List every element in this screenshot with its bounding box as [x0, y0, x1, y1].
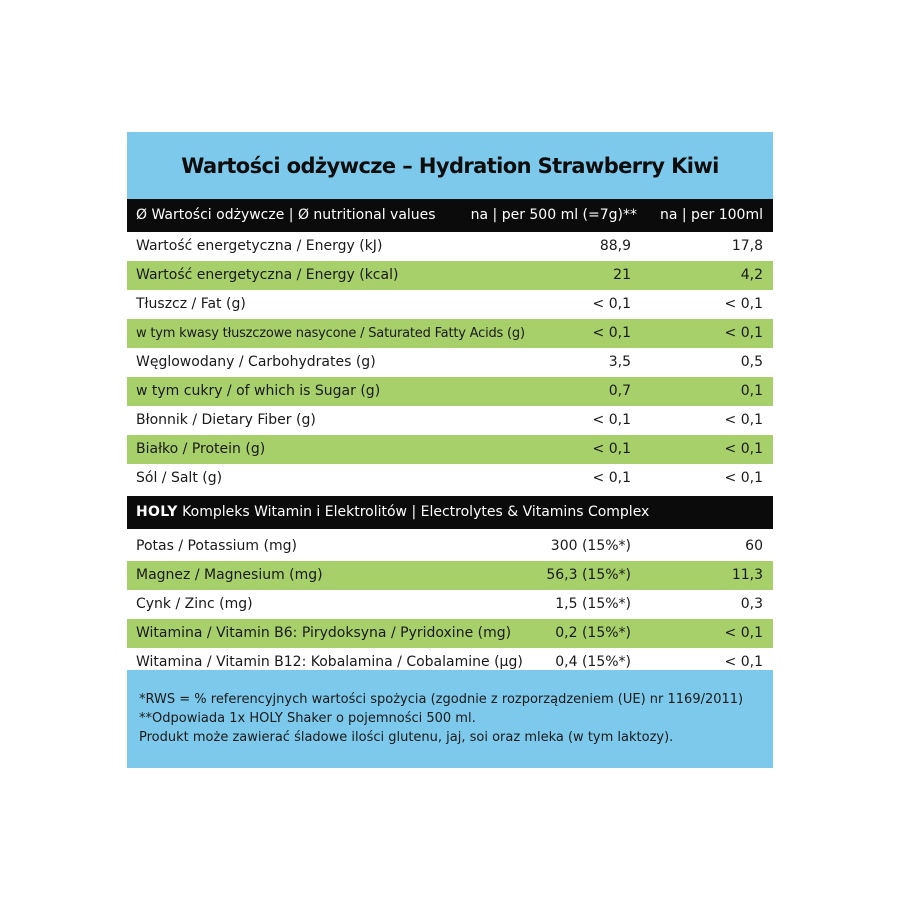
row-value-per-500ml: 1,5 (15%*)	[555, 596, 631, 612]
row-label: Węglowodany / Carbohydrates (g)	[136, 354, 376, 370]
row-label: Sól / Salt (g)	[136, 470, 223, 486]
label-title: Wartości odżywcze – Hydration Strawberry Kiwi	[181, 153, 719, 178]
row-value-per-500ml: < 0,1	[592, 296, 631, 312]
row-value-per-100ml: 11,3	[731, 567, 763, 583]
row-value-per-500ml: < 0,1	[592, 412, 631, 428]
row-value-per-100ml: < 0,1	[724, 412, 763, 428]
complex-table-header	[127, 496, 773, 529]
row-label: Tłuszcz / Fat (g)	[136, 296, 246, 312]
table-row	[127, 261, 773, 290]
header-col-per-100ml: na | per 100ml	[659, 207, 763, 223]
row-label: Wartość energetyczna / Energy (kcal)	[136, 267, 399, 283]
row-value-per-100ml: < 0,1	[724, 296, 763, 312]
table-row	[127, 590, 773, 619]
row-value-per-100ml: 17,8	[731, 238, 763, 254]
table-row	[127, 377, 773, 406]
row-label: Potas / Potassium (mg)	[136, 538, 297, 554]
row-value-per-500ml: < 0,1	[592, 441, 631, 457]
row-value-per-500ml: 0,2 (15%*)	[555, 625, 631, 641]
row-label: Magnez / Magnesium (mg)	[136, 567, 323, 583]
row-value-per-500ml: 21	[613, 267, 631, 283]
brand-name: HOLY	[136, 504, 178, 520]
header-label: Ø Wartości odżywcze | Ø nutritional values	[136, 207, 436, 223]
row-label: Witamina / Vitamin B12: Kobalamina / Cobalamine (µg)	[136, 654, 523, 670]
row-value-per-100ml: < 0,1	[724, 470, 763, 486]
row-value-per-100ml: 0,1	[740, 383, 763, 399]
table-row	[127, 464, 773, 493]
complex-header-label: Kompleks Witamin i Elektrolitów | Electrolytes & Vitamins Complex	[182, 504, 650, 520]
table-row	[127, 561, 773, 590]
row-value-per-100ml: 0,5	[740, 354, 763, 370]
footnotes	[127, 670, 773, 768]
row-label: Witamina / Vitamin B6: Pirydoksyna / Pyridoxine (mg)	[136, 625, 512, 641]
row-value-per-100ml: < 0,1	[724, 654, 763, 670]
table-row	[127, 619, 773, 648]
row-value-per-500ml: 0,7	[608, 383, 631, 399]
table-row	[127, 406, 773, 435]
row-value-per-100ml: 0,3	[740, 596, 763, 612]
table-row	[127, 532, 773, 561]
table-row	[127, 232, 773, 261]
row-label: Cynk / Zinc (mg)	[136, 596, 253, 612]
row-value-per-500ml: < 0,1	[592, 470, 631, 486]
row-value-per-500ml: < 0,1	[592, 325, 631, 341]
row-label: w tym cukry / of which is Sugar (g)	[136, 383, 381, 399]
row-label: Białko / Protein (g)	[136, 441, 266, 457]
row-value-per-500ml: 56,3 (15%*)	[546, 567, 631, 583]
table-row	[127, 319, 773, 348]
table-row	[127, 290, 773, 319]
row-value-per-500ml: 3,5	[608, 354, 631, 370]
row-label: w tym kwasy tłuszczowe nasycone / Saturated Fatty Acids (g)	[136, 326, 525, 341]
row-label: Błonnik / Dietary Fiber (g)	[136, 412, 316, 428]
row-value-per-100ml: < 0,1	[724, 625, 763, 641]
row-value-per-100ml: 4,2	[740, 267, 763, 283]
nutrition-label	[127, 132, 773, 768]
footnote-rws: *RWS = % referencyjnych wartości spożycia (zgodnie z rozporządzeniem (UE) nr 1169/2011)	[139, 692, 744, 707]
footnote-allergens: Produkt może zawierać śladowe ilości glutenu, jaj, soi oraz mleka (w tym laktozy).	[139, 730, 674, 745]
row-value-per-500ml: 0,4 (15%*)	[555, 654, 631, 670]
row-label: Wartość energetyczna / Energy (kJ)	[136, 238, 383, 254]
row-value-per-500ml: 300 (15%*)	[550, 538, 631, 554]
header-col-per-500ml: na | per 500 ml (=7g)**	[470, 207, 637, 223]
row-value-per-500ml: 88,9	[599, 238, 631, 254]
row-value-per-100ml: 60	[745, 538, 763, 554]
footnote-serving: **Odpowiada 1x HOLY Shaker o pojemności 500 ml.	[139, 711, 476, 726]
row-value-per-100ml: < 0,1	[724, 441, 763, 457]
nutrition-table-header	[127, 199, 773, 232]
title-bar	[127, 132, 773, 199]
complex-header-text	[136, 496, 649, 529]
row-value-per-100ml: < 0,1	[724, 325, 763, 341]
table-row	[127, 435, 773, 464]
table-row	[127, 348, 773, 377]
